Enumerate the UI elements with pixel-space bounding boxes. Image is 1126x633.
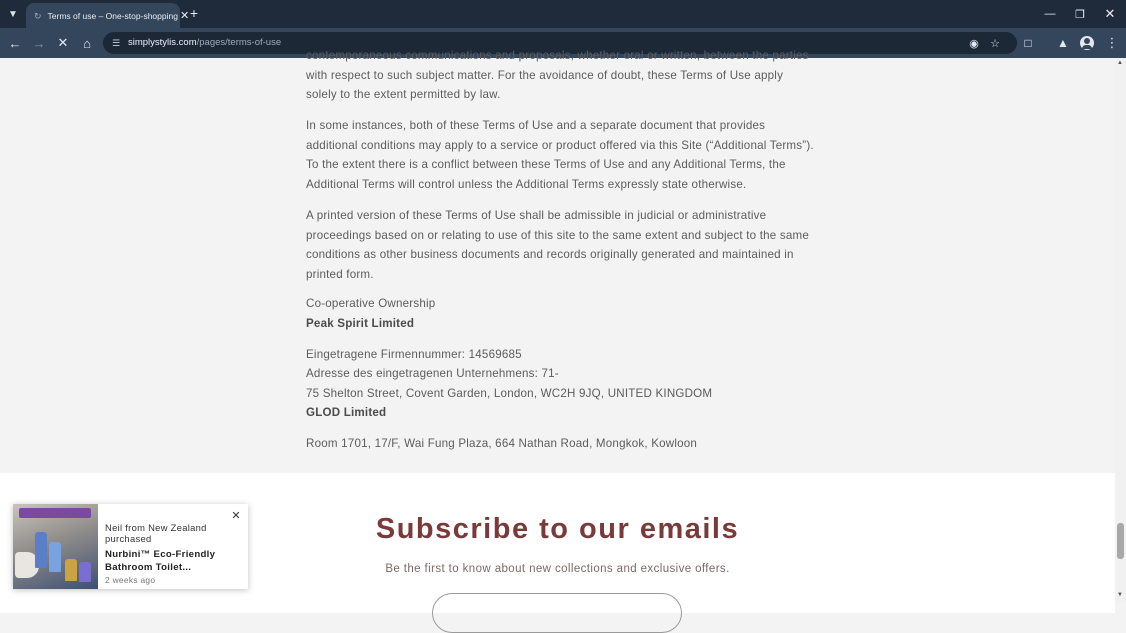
arrow-left-icon[interactable]: ← xyxy=(8,35,22,51)
tune-icon[interactable]: ☰ xyxy=(111,38,121,48)
product-bottle xyxy=(79,562,91,582)
terms-section xyxy=(0,49,1115,473)
notification-product[interactable]: Nurbini™ Eco-Friendly Bathroom Toilet... xyxy=(105,549,216,573)
eye-off-icon[interactable]: ◉ xyxy=(969,37,979,50)
terms-paragraph: contemporaneous communications and proposals, whether oral or written, between the parties with respect to such subject matter. For the avoidance of doubt, these Terms of Use apply solely to the extent permitted by law. xyxy=(306,49,809,102)
url-host: simplystylis.com xyxy=(128,37,197,48)
product-bottle xyxy=(35,532,47,568)
company-name-2: GLOD Limited xyxy=(306,406,387,419)
newsletter-title: Subscribe to our emails xyxy=(375,513,740,545)
puzzle-icon[interactable]: □ xyxy=(1024,36,1032,50)
loading-icon: ↻ xyxy=(34,10,42,21)
tab-strip xyxy=(0,0,1126,28)
registration-number: Eingetragene Firmennummer: 14569685 xyxy=(306,348,522,361)
home-icon[interactable]: ⌂ xyxy=(83,35,91,51)
address-label: Adresse des eingetragenen Unternehmens: 71- xyxy=(306,367,559,380)
close-icon[interactable]: ✕ xyxy=(231,510,241,522)
purchase-notification[interactable] xyxy=(13,504,248,589)
scrollbar-thumb[interactable] xyxy=(1117,523,1124,559)
plus-icon[interactable]: + xyxy=(189,5,199,21)
scroll-up-icon[interactable]: ▲ xyxy=(1117,60,1123,66)
url-path: /pages/terms-of-use xyxy=(196,37,282,48)
notification-buyer: Neil from New Zealand purchased xyxy=(105,522,207,544)
avatar xyxy=(1080,36,1094,50)
url-text[interactable] xyxy=(128,37,281,48)
scrollbar[interactable] xyxy=(1115,58,1126,602)
ownership-label: Co-operative Ownership xyxy=(306,297,436,310)
product-banner xyxy=(19,508,91,518)
scroll-down-icon[interactable]: ▼ xyxy=(1117,592,1123,598)
terms-paragraph: In some instances, both of these Terms of Use and a separate document that provides additional conditions may apply to a service or product offered via this Site (“Additional Terms”). To the extent there is a conflict between these Terms of Use and any Additional Terms, the Additional Terms will control unless the Additional Terms expressly state otherwise. xyxy=(306,119,814,191)
company-address-2: Room 1701, 17/F, Wai Fung Plaza, 664 Nathan Road, Mongkok, Kowloon xyxy=(306,437,698,450)
company-name: Peak Spirit Limited xyxy=(306,317,415,330)
company-address: 75 Shelton Street, Covent Garden, London, WC2H 9JQ, UNITED KINGDOM xyxy=(306,387,713,400)
notification-time: 2 weeks ago xyxy=(105,575,156,585)
minimize-icon[interactable]: — xyxy=(1044,8,1056,20)
product-bottle xyxy=(65,559,77,581)
profile-icon[interactable] xyxy=(1078,34,1096,52)
email-field[interactable] xyxy=(432,593,682,633)
window-close-icon[interactable]: ✕ xyxy=(1104,6,1116,21)
arrow-right-icon[interactable]: → xyxy=(32,35,46,51)
stop-loading-icon[interactable]: ✕ xyxy=(57,35,69,50)
tab-title: Terms of use – One-stop-shopping xyxy=(47,10,178,21)
kebab-icon[interactable]: ⋮ xyxy=(1105,35,1119,50)
newsletter-text: Be the first to know about new collections and exclusive offers. xyxy=(385,563,730,575)
product-image[interactable] xyxy=(13,504,98,589)
product-bottle xyxy=(49,542,61,572)
browser-tab[interactable] xyxy=(26,3,190,28)
restore-icon[interactable]: ❐ xyxy=(1075,8,1085,21)
flask-icon[interactable]: ▲ xyxy=(1057,36,1069,50)
chevron-down-icon[interactable]: ▼ xyxy=(8,8,18,20)
star-icon[interactable]: ☆ xyxy=(990,37,1000,50)
terms-paragraph: A printed version of these Terms of Use shall be admissible in judicial or administrative proceedings based on or relating to use of this site to the same extent and subject to the same conditions as other business documents and records originally generated and maintained in printed form. xyxy=(306,209,810,281)
close-icon[interactable]: ✕ xyxy=(179,10,190,22)
